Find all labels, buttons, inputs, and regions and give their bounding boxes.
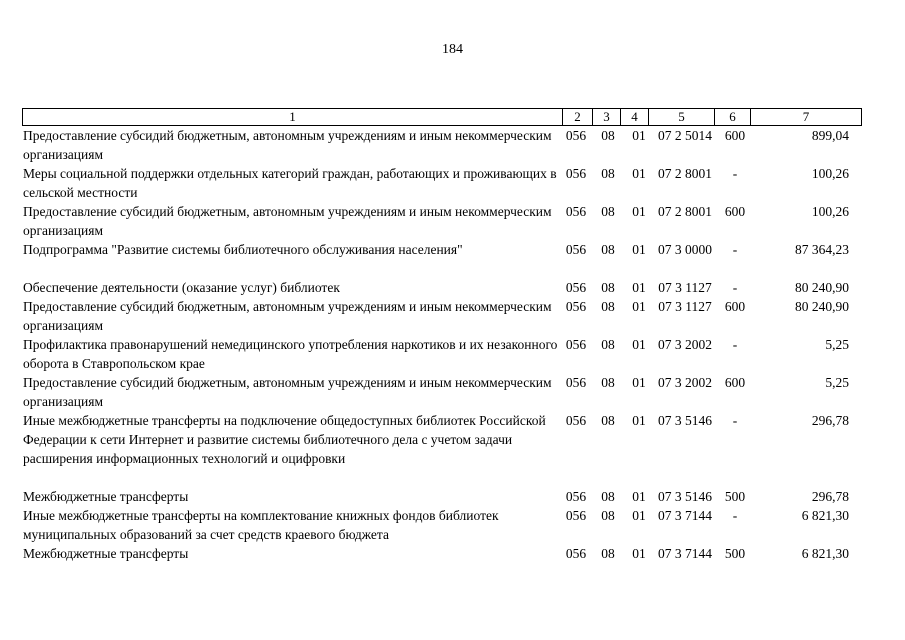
row-col-2: 056 (565, 242, 587, 257)
header-col-7: 7 (802, 109, 810, 124)
row-col-4: 01 (632, 242, 646, 257)
table-header (22, 108, 862, 126)
row-col-5: 07 2 5014 (658, 128, 712, 143)
row-col-6: - (732, 413, 738, 428)
row-col-2: 056 (565, 280, 587, 295)
row-col-2: 056 (565, 128, 587, 143)
row-col-4: 01 (632, 280, 646, 295)
row-col-5: 07 3 5146 (658, 413, 712, 428)
row-col-3: 08 (601, 546, 615, 561)
row-col-5: 07 3 1127 (658, 280, 712, 295)
row-col-7: 6 821,30 (801, 546, 849, 561)
row-col-2: 056 (565, 508, 587, 523)
row-col-2: 056 (565, 166, 587, 181)
row-col-3: 08 (601, 204, 615, 219)
row-col-2: 056 (565, 299, 587, 314)
row-col-3: 08 (601, 489, 615, 504)
row-col-4: 01 (632, 413, 646, 428)
row-col-6: - (732, 337, 738, 352)
row-col-7: 5,25 (825, 375, 849, 390)
row-col-7: 296,78 (811, 489, 849, 504)
row-col-3: 08 (601, 337, 615, 352)
row-col-6: 500 (724, 546, 746, 561)
row-name: Иные межбюджетные трансферты на подключение общедоступных библиотек Российской Федерации к сети Интернет и развитие системы библиотечного дела с учетом задачи расширения информационных технологий и оцифровки (23, 413, 546, 466)
row-col-5: 07 3 2002 (658, 375, 712, 390)
row-name: Межбюджетные трансферты (23, 546, 189, 561)
row-name: Предоставление субсидий бюджетным, автономным учреждениям и иным некоммерческим организациям (23, 204, 552, 238)
row-col-7: 80 240,90 (795, 299, 849, 314)
header-col-1: 1 (23, 109, 563, 125)
row-col-5: 07 3 5146 (658, 489, 712, 504)
row-col-6: 500 (724, 489, 746, 504)
table-body (22, 126, 862, 563)
row-col-3: 08 (601, 128, 615, 143)
row-col-4: 01 (632, 128, 646, 143)
row-col-4: 01 (632, 489, 646, 504)
row-col-5: 07 3 1127 (658, 299, 712, 314)
table-row (22, 297, 862, 335)
row-col-3: 08 (601, 375, 615, 390)
table-row (22, 411, 862, 468)
row-col-2: 056 (565, 489, 587, 504)
header-col-3: 3 (593, 109, 621, 125)
row-col-4: 01 (632, 508, 646, 523)
row-name: Предоставление субсидий бюджетным, автономным учреждениям и иным некоммерческим организациям (23, 299, 552, 333)
row-name: Меры социальной поддержки отдельных категорий граждан, работающих и проживающих в сельской местности (23, 166, 557, 200)
row-col-7: 6 821,30 (801, 508, 849, 523)
row-col-2: 056 (565, 413, 587, 428)
row-col-7: 100,26 (811, 204, 849, 219)
row-col-5: 07 3 7144 (658, 546, 712, 561)
table-row (22, 506, 862, 544)
row-col-2: 056 (565, 546, 587, 561)
page-number: 184 (442, 42, 463, 57)
header-col-4: 4 (621, 109, 649, 125)
row-col-3: 08 (601, 413, 615, 428)
row-col-7: 80 240,90 (795, 280, 849, 295)
row-col-6: - (732, 166, 738, 181)
table-row (22, 487, 862, 506)
row-col-5: 07 3 7144 (658, 508, 712, 523)
row-col-4: 01 (632, 546, 646, 561)
row-col-4: 01 (632, 375, 646, 390)
row-col-7: 899,04 (811, 128, 849, 143)
row-col-3: 08 (601, 242, 615, 257)
row-col-2: 056 (565, 375, 587, 390)
header-col-6: 6 (715, 109, 751, 125)
table-row (22, 202, 862, 240)
row-col-7: 5,25 (825, 337, 849, 352)
row-name: Профилактика правонарушений немедицинского употребления наркотиков и их незаконного оборота в Ставропольском крае (23, 337, 558, 371)
header-col-2: 2 (563, 109, 593, 125)
row-col-6: - (732, 280, 738, 295)
table-row (22, 544, 862, 563)
table-row (22, 278, 862, 297)
row-col-7: 87 364,23 (795, 242, 849, 257)
row-col-4: 01 (632, 204, 646, 219)
row-col-3: 08 (601, 299, 615, 314)
row-col-6: - (732, 242, 738, 257)
row-col-6: 600 (724, 204, 746, 219)
table-row (22, 126, 862, 164)
row-name: Иные межбюджетные трансферты на комплектование книжных фондов библиотек муниципальных образований за счет средств краевого бюджета (23, 508, 499, 542)
row-col-6: 600 (724, 375, 746, 390)
row-col-6: 600 (724, 299, 746, 314)
row-col-7: 296,78 (811, 413, 849, 428)
row-name: Предоставление субсидий бюджетным, автономным учреждениям и иным некоммерческим организациям (23, 375, 552, 409)
row-col-3: 08 (601, 166, 615, 181)
row-col-2: 056 (565, 337, 587, 352)
row-name: Межбюджетные трансферты (23, 489, 189, 504)
row-name: Обеспечение деятельности (оказание услуг) библиотек (23, 280, 340, 295)
row-col-4: 01 (632, 337, 646, 352)
row-col-5: 07 2 8001 (658, 204, 712, 219)
row-col-5: 07 2 8001 (658, 166, 712, 181)
header-col-5: 5 (649, 109, 715, 125)
table-row (22, 373, 862, 411)
row-name: Подпрограмма "Развитие системы библиотечного обслуживания населения" (23, 242, 463, 257)
table-row (22, 335, 862, 373)
row-col-6: - (732, 508, 738, 523)
table-row (22, 164, 862, 202)
table-row (22, 240, 862, 259)
row-col-5: 07 3 0000 (658, 242, 712, 257)
row-col-7: 100,26 (811, 166, 849, 181)
row-col-3: 08 (601, 508, 615, 523)
row-col-4: 01 (632, 166, 646, 181)
row-col-6: 600 (724, 128, 746, 143)
row-name: Предоставление субсидий бюджетным, автономным учреждениям и иным некоммерческим организациям (23, 128, 552, 162)
row-col-4: 01 (632, 299, 646, 314)
row-col-3: 08 (601, 280, 615, 295)
row-col-5: 07 3 2002 (658, 337, 712, 352)
row-col-2: 056 (565, 204, 587, 219)
